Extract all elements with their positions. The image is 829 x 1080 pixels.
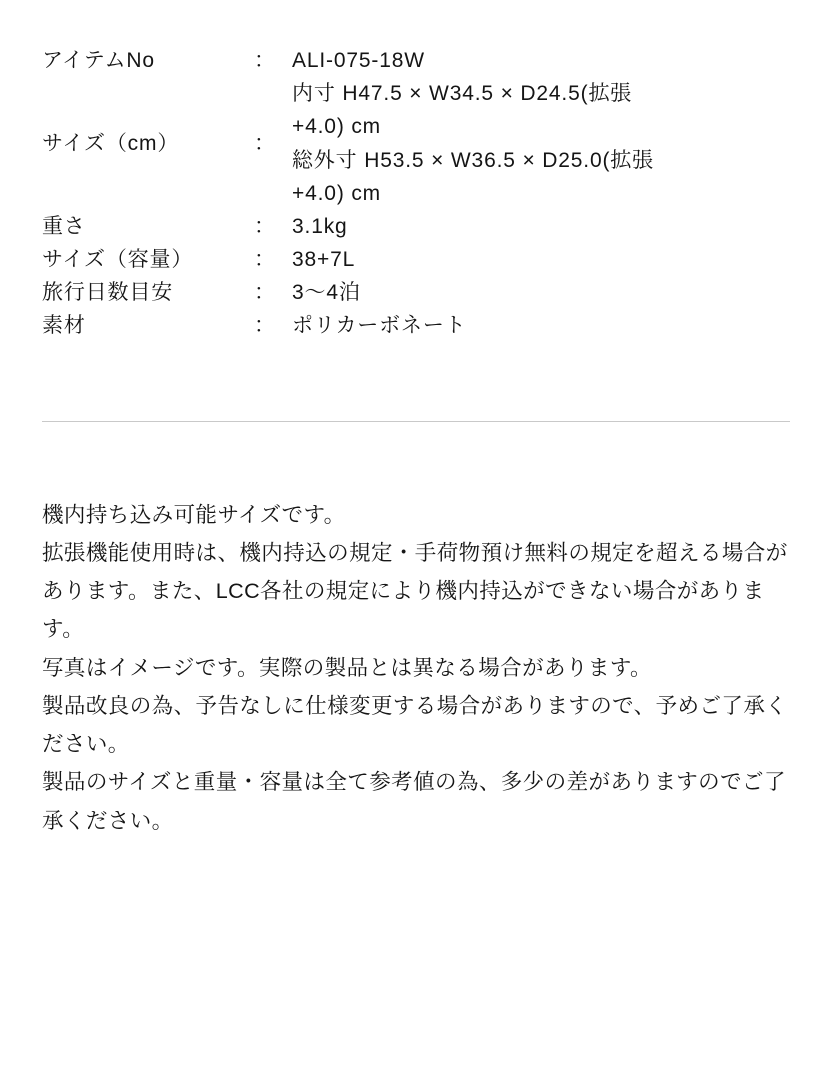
spec-value-line: 総外寸 H53.5 × W36.5 × D25.0(拡張 (292, 148, 654, 172)
spec-label: サイズ（容量） (42, 248, 194, 272)
spec-value-line: +4.0) cm (292, 181, 381, 205)
table-row (42, 210, 791, 243)
spec-value-line: +4.0) cm (292, 115, 381, 139)
spec-value: 38+7L (292, 248, 356, 272)
spec-value: 3.1kg (292, 214, 348, 238)
spec-label: 素材 (42, 314, 86, 338)
table-row (42, 276, 791, 309)
spec-label: 旅行日数目安 (42, 281, 174, 305)
spec-label: 重さ (42, 214, 86, 238)
spec-value: 3〜4泊 (292, 281, 361, 305)
table-row (42, 77, 791, 210)
spec-colon: ： (254, 49, 276, 72)
spec-value (292, 77, 791, 210)
section-divider (42, 421, 790, 422)
spec-colon: ： (254, 214, 276, 238)
spec-colon: ： (254, 281, 276, 305)
spec-table (42, 44, 791, 343)
spec-value-line: 内寸 H47.5 × W34.5 × D24.5(拡張 (292, 82, 633, 106)
note-paragraph: 写真はイメージです。実際の製品とは異なる場合があります。 (42, 655, 652, 680)
note-paragraph: 製品のサイズと重量・容量は全て参考値の為、多少の差がありますのでご了承ください。 (42, 770, 786, 833)
table-row (42, 44, 791, 77)
note-paragraph: 機内持ち込み可能サイズです。 (42, 502, 346, 527)
spec-value: ALI-075-18W (292, 49, 425, 72)
spec-colon: ： (254, 131, 276, 155)
spec-colon: ： (254, 314, 276, 338)
spec-label: サイズ（cm） (42, 131, 180, 155)
spec-value: ポリカーボネート (292, 314, 467, 338)
table-row (42, 309, 791, 342)
note-paragraph: 拡張機能使用時は、機内持込の規定・手荷物預け無料の規定を超える場合があります。また、LCC各社の規定により機内持込ができない場合があります。 (42, 540, 788, 642)
spec-label: アイテムNo (42, 49, 155, 72)
note-paragraph: 製品改良の為、予告なしに仕様変更する場合がありますので、予めご了承ください。 (42, 693, 788, 757)
spec-colon: ： (254, 248, 276, 272)
notes-section (42, 496, 791, 840)
table-row (42, 243, 791, 276)
